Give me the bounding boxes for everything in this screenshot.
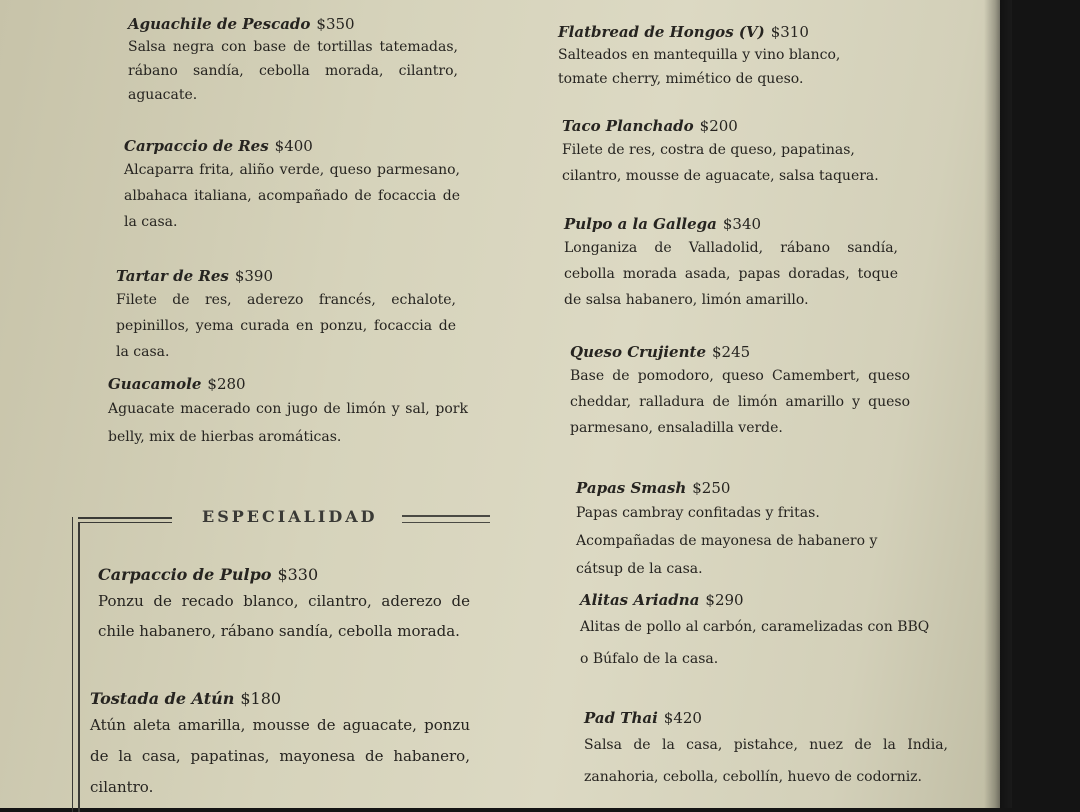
- section-title: ESPECIALIDAD: [202, 507, 378, 526]
- item-price: $390: [234, 267, 274, 285]
- frame-line: [78, 522, 80, 812]
- item-name: Pad Thai: [584, 709, 658, 727]
- item-description: Salsa de la casa, pistahce, nuez de la India, zanahoria, cebolla, cebollín, huevo de codorniz.: [584, 737, 948, 785]
- item-price: $400: [274, 137, 313, 155]
- item-price: $350: [316, 15, 355, 33]
- item-name: Alitas Ariadna: [580, 591, 700, 609]
- menu-item: [116, 266, 456, 365]
- menu-item: [124, 136, 460, 235]
- item-description: Salteados en mantequilla y vino blanco, tomate cherry, mimético de queso.: [558, 47, 841, 87]
- item-description: Ponzu de recado blanco, cilantro, aderezo de chile habanero, rábano sandía, cebolla morada.: [98, 592, 470, 640]
- item-description: Salsa negra con base de tortillas tatemadas, rábano sandía, cebolla morada, cilantro, aguacate.: [128, 39, 458, 103]
- menu-item: [584, 708, 948, 793]
- menu-item: [576, 478, 922, 583]
- item-price: $340: [722, 215, 762, 233]
- item-name: Flatbread de Hongos (V): [558, 23, 765, 41]
- frame-line: [72, 517, 73, 812]
- item-price: $200: [699, 117, 738, 135]
- item-name: Taco Planchado: [562, 117, 694, 135]
- specialty-section: [72, 505, 512, 808]
- menu-item: [108, 374, 468, 451]
- item-price: $420: [663, 709, 702, 727]
- item-price: $245: [711, 343, 751, 361]
- menu-item: [564, 214, 898, 313]
- item-description: Base de pomodoro, queso Camembert, queso cheddar, ralladura de limón amarillo y queso parmesano, ensaladilla verde.: [570, 368, 910, 436]
- paper-shadow-edge: [984, 0, 1012, 808]
- item-description: Alcaparra frita, aliño verde, queso parmesano, albahaca italiana, acompañado de focaccia de la casa.: [124, 162, 460, 230]
- item-name: Tostada de Atún: [90, 689, 235, 708]
- item-price: $250: [692, 479, 731, 497]
- menu-item: [128, 14, 458, 107]
- item-price: $180: [240, 689, 282, 708]
- item-description: Filete de res, costra de queso, papatinas, cilantro, mousse de aguacate, salsa taquera.: [562, 142, 879, 184]
- item-price: $290: [705, 591, 744, 609]
- item-price: $330: [277, 565, 319, 584]
- menu-item: [98, 565, 470, 646]
- menu-item: [570, 342, 910, 441]
- menu-item: [90, 689, 470, 803]
- item-name: Papas Smash: [576, 479, 687, 497]
- item-price: $280: [207, 375, 246, 393]
- item-name: Queso Crujiente: [570, 343, 706, 361]
- item-description: Alitas de pollo al carbón, caramelizadas con BBQ o Búfalo de la casa.: [580, 619, 930, 667]
- item-name: Aguachile de Pescado: [128, 15, 311, 33]
- item-description: Atún aleta amarilla, mousse de aguacate, ponzu de la casa, papatinas, mayonesa de habanero, cilantro.: [90, 716, 470, 796]
- menu-item: [580, 590, 940, 675]
- menu-item: [562, 116, 888, 189]
- menu-item: [558, 22, 874, 91]
- item-name: Pulpo a la Gallega: [564, 215, 717, 233]
- item-name: Carpaccio de Res: [124, 137, 269, 155]
- item-description: Papas cambray confitadas y fritas. Acompañadas de mayonesa de habanero y cátsup de la casa.: [576, 505, 878, 577]
- frame-line: [78, 517, 172, 519]
- item-name: Guacamole: [108, 375, 202, 393]
- item-description: Filete de res, aderezo francés, echalote, pepinillos, yema curada en ponzu, focaccia de la casa.: [116, 292, 456, 360]
- frame-line: [78, 522, 172, 523]
- item-description: Aguacate macerado con jugo de limón y sal, pork belly, mix de hierbas aromáticas.: [108, 401, 468, 445]
- item-name: Carpaccio de Pulpo: [98, 565, 272, 584]
- item-name: Tartar de Res: [116, 267, 229, 285]
- item-price: $310: [770, 23, 809, 41]
- item-description: Longaniza de Valladolid, rábano sandía, cebolla morada asada, papas doradas, toque de salsa habanero, limón amarillo.: [564, 240, 898, 308]
- title-rule: [402, 515, 490, 523]
